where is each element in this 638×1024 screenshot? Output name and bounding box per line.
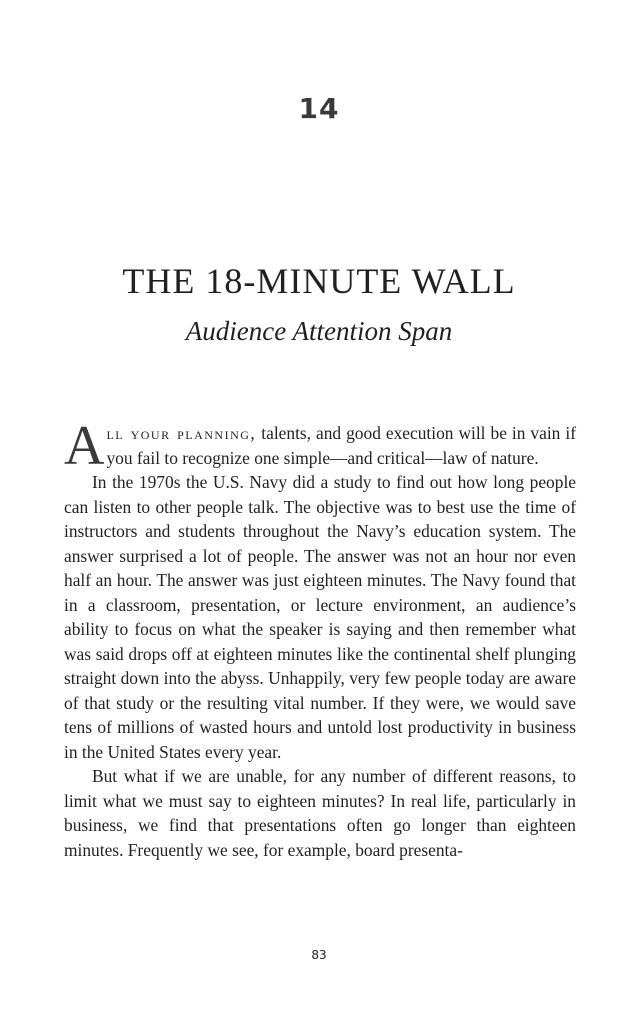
body-text xyxy=(64,415,576,862)
lead-in-small-caps: ll your planning, xyxy=(106,423,257,443)
paragraph-longer-presentations: But what if we are unable, for any number of different reasons, to limit what we must say to eighteen minutes? In real life, particularly in business, we find that presentations often go longer than eighteen minutes. Frequently we see, for example, board presenta- xyxy=(64,766,576,860)
chapter-number: 14 xyxy=(298,92,340,125)
drop-cap: A xyxy=(64,415,105,477)
paragraph-opening-text: talents, and good execution will be in vain if you fail to recognize one simple—and critical—law of nature. xyxy=(106,423,576,468)
page-number: 83 xyxy=(311,948,327,962)
paragraph-opening xyxy=(64,415,576,477)
paragraph-navy-study: In the 1970s the U.S. Navy did a study to find out how long people can listen to other people talk. The objective was to best use the time of instructors and students throughout the Navy’s education system. The answer surprised a lot of people. The answer was not an hour nor even half an hour. The answer was just eighteen minutes. The Navy found that in a classroom, presentation, or lecture environment, an audience’s ability to focus on what the speaker is saying and then remember what was said drops off at eighteen minutes like the continental shelf plunging straight down into the abyss. Unhappily, very few people today are aware of that study or the resulting vital number. If they were, we would save tens of millions of wasted hours and untold lost productivity in business in the United States every year. xyxy=(64,472,576,762)
chapter-subtitle: Audience Attention Span xyxy=(185,316,453,346)
chapter-title: THE 18-MINUTE WALL xyxy=(122,261,516,301)
